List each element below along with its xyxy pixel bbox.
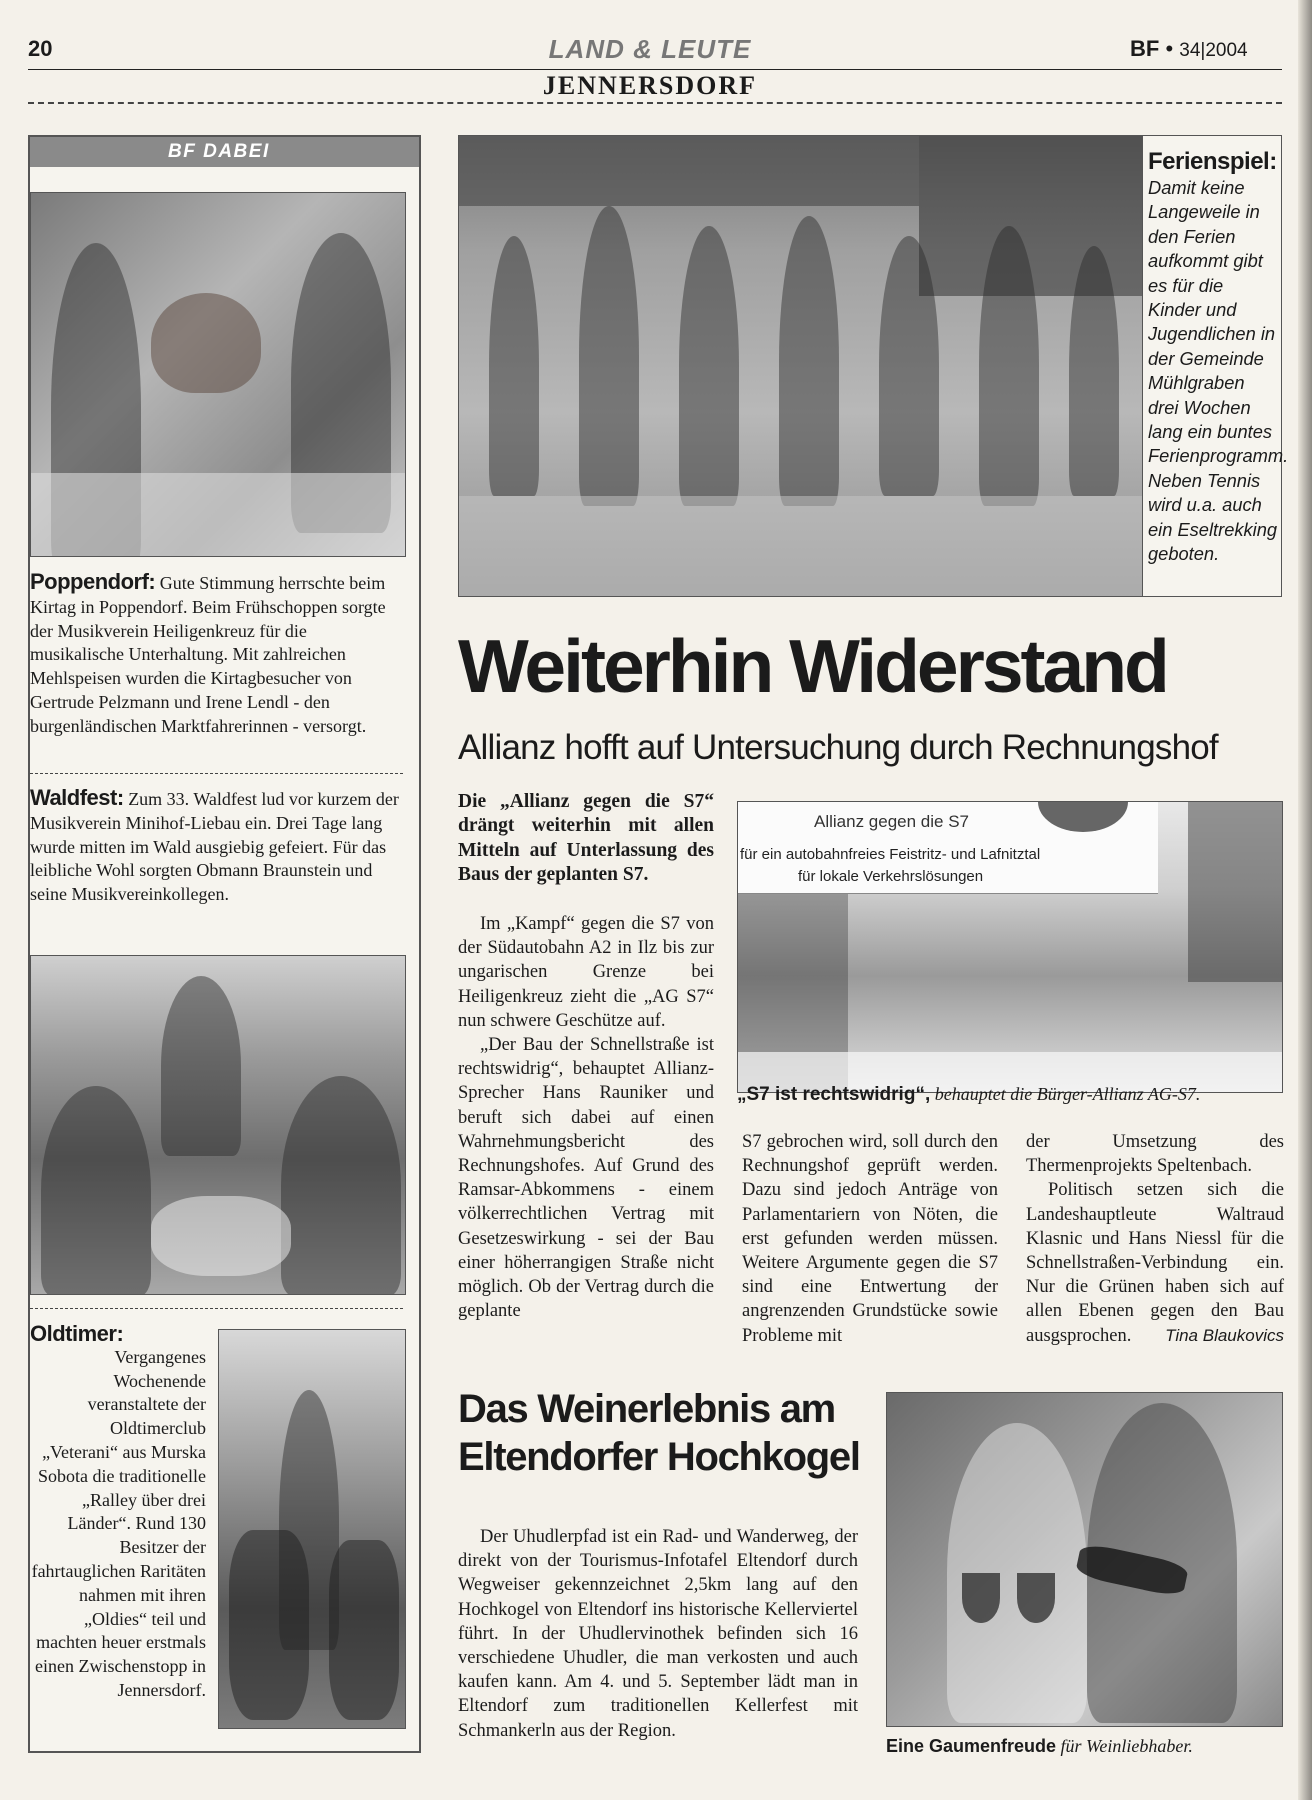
wine-glass-icon-2 bbox=[1017, 1573, 1055, 1623]
page-edge bbox=[1298, 0, 1312, 1800]
allianz-photo-caption bbox=[737, 1084, 1283, 1106]
article1-paragraph1: Im „Kampf“ gegen die S7 von der Südautobahn A2 in Ilz bis zur ungarischen Grenze bei Heiligenkreuz zieht die „AG S7“ nun schwere Geschütze auf. bbox=[458, 914, 714, 1031]
region-title: JENNERSDORF bbox=[542, 71, 758, 100]
s7-logo-icon bbox=[1038, 801, 1128, 832]
motorcycle-icon-2 bbox=[329, 1540, 399, 1720]
section-title: LAND & LEUTE bbox=[548, 34, 752, 64]
article1-column3 bbox=[1026, 1130, 1284, 1348]
oldtimer-caption bbox=[30, 1322, 206, 1703]
article1-paragraph2: „Der Bau der Schnellstraße ist rechtswidrig“, behauptet Allianz-Sprecher Hans Rauniker und beruft sich dabei auf einen Wahrnehmungsbericht des Rechnungshofes. Auf Grund des Ramsar-Abkommens - einem völkerrechtlichen Vertrag mit Gesetzeswirkung - sei der Bau einer höherrangigen Straße nicht möglich. Ob der Vertrag durch die geplante bbox=[458, 1035, 714, 1322]
ferienspiel-caption bbox=[1148, 148, 1289, 567]
tennis-court bbox=[459, 496, 1143, 597]
oldtimer-text: Vergangenes Wochenende veranstaltete der Oldtimerclub „Veterani“ aus Murska Sobota die traditionelle „Ralley über drei Länder“. Rund 130 Besitzer der fahrtauglichen Raritäten nahmen mit ihren „Oldies“ teil und machten heuer erstmals einen Zwischenstopp in Jennersdorf. bbox=[31, 1346, 206, 1700]
article1-headline: Weiterhin Widerstand bbox=[458, 624, 1167, 708]
sidebar-divider-1 bbox=[30, 773, 403, 774]
article1-subheadline: Allianz hofft auf Untersuchung durch Rechnungshof bbox=[458, 728, 1218, 767]
gingerbread-heart-icon bbox=[151, 293, 261, 393]
poppendorf-text: Gute Stimmung herrschte beim Kirtag in Poppendorf. Beim Frühschoppen sorgte der Musikverein Heiligenkreuz für die musikalische Unterhaltung. Mit zahlreichen Mehlspeisen wurden die Kirtagbesucher von Gertrude Pelzmann und Irene Lendl - den burgenländischen Marktfahrerinnen - versorgt. bbox=[30, 573, 386, 736]
page-number: 20 bbox=[28, 36, 53, 61]
wine-glass-icon bbox=[962, 1573, 1000, 1623]
banner-line1: Allianz gegen die S7 bbox=[814, 812, 970, 831]
clubhouse-roof bbox=[459, 136, 919, 206]
door bbox=[1188, 802, 1283, 982]
banner-line2: für ein autobahnfreies Feistritz- und Lafnitztal bbox=[740, 846, 1041, 863]
allianz-caption-bold: „S7 ist rechtswidrig“, bbox=[737, 1084, 931, 1105]
wine-caption-rest: für Weinliebhaber. bbox=[1060, 1736, 1193, 1756]
ferienspiel-text: Damit keine Langeweile in den Ferien aufkommt gibt es für die Kinder und Jugendlichen in der Gemeinde Mühlgraben drei Wochen lang ein buntes Ferienprogramm. Neben Tennis wird u.a. auch ein Eseltrekking geboten. bbox=[1148, 177, 1289, 565]
header-dashed-divider bbox=[28, 102, 1282, 104]
wine-photo bbox=[886, 1392, 1283, 1727]
header-rule bbox=[28, 69, 1282, 70]
oldtimer-lead: Oldtimer: bbox=[30, 1321, 124, 1346]
wine-photo-caption bbox=[886, 1736, 1283, 1757]
allianz-photo bbox=[737, 801, 1283, 1093]
poppendorf-lead: Poppendorf: bbox=[30, 569, 156, 594]
article2-body: Der Uhudlerpfad ist ein Rad- und Wanderweg, der direkt von der Tourismus-Infotafel Eltendorf durch Wegweiser gekennzeichnet 2,5km lang auf den Hochkogel von Eltendorf ins historische Kellerviertel führt. In der Uhudlervinothek befinden sich 16 verschiedene Uhudler, die man verkosten und auch kaufen kann. Am 4. und 5. September lädt man in Eltendorf zum traditionellen Kellerfest mit Schmankerln aus der Region. bbox=[458, 1527, 858, 1741]
wine-caption-bold: Eine Gaumenfreude bbox=[886, 1736, 1057, 1756]
sidebar-divider-2 bbox=[30, 1308, 403, 1309]
sidebar-tag-label: BF DABEI bbox=[168, 141, 270, 162]
beer-table bbox=[151, 1196, 291, 1276]
oldtimer-photo bbox=[218, 1329, 406, 1729]
waldfest-lead: Waldfest: bbox=[30, 785, 124, 810]
article1-column2: S7 gebrochen wird, soll durch den Rechnungshof geprüft werden. Dazu sind jedoch Anträge von Parlamentariern von Nöten, die erst gefunden werden müssen. Weitere Argumente gegen die S7 sind eine Entwertung der angrenzenden Grundstücke sowie Probleme mit bbox=[742, 1132, 998, 1346]
allianz-banner bbox=[738, 802, 1158, 894]
issue-label: 34|2004 bbox=[1179, 40, 1248, 61]
article1-column1 bbox=[458, 912, 714, 1323]
article1-lead: Die „Allianz gegen die S7“ drängt weiterhin mit allen Mitteln auf Unterlassung des Baus der geplanten S7. bbox=[458, 791, 714, 886]
pastry-table bbox=[31, 473, 406, 557]
article1-author: Tina Blaukovics bbox=[1165, 1325, 1284, 1345]
ferienspiel-photo bbox=[458, 135, 1143, 597]
waldfest-text: Zum 33. Waldfest lud vor kurzem der Musikverein Minihof-Liebau ein. Drei Tage lang wurde mitten im Wald ausgiebig gefeiert. Für das leibliche Wohl sorgten Obmann Braunstein und seine Musikvereinkollegen. bbox=[30, 789, 399, 905]
waldfest-photo bbox=[30, 955, 406, 1295]
ferienspiel-lead: Ferienspiel: bbox=[1148, 148, 1277, 175]
banner-line3: für lokale Verkehrslösungen bbox=[798, 868, 984, 885]
article1-col3b-text: Politisch setzen sich die Landeshauptleute Waltraud Klasnic und Hans Niessl für die Schnellstraßen-Verbindung ein. Nur die Grünen haben sich auf allen Ebenen gegen den Bau ausgsprochen. bbox=[1026, 1180, 1284, 1346]
masthead-brand: BF • 34|2004 bbox=[1130, 36, 1248, 61]
article2-headline-line2: Eltendorfer Hochkogel bbox=[458, 1435, 860, 1479]
article2-headline-line1: Das Weinerlebnis am bbox=[458, 1387, 835, 1431]
allianz-caption-rest: behauptet die Bürger-Allianz AG-S7. bbox=[934, 1084, 1201, 1104]
article2-headline bbox=[458, 1385, 878, 1481]
motorcycle-icon bbox=[229, 1530, 309, 1720]
waldfest-caption bbox=[30, 786, 402, 907]
sidebar-tag bbox=[30, 137, 419, 167]
article1-col3-text: der Umsetzung des Thermenprojekts Speltenbach. bbox=[1026, 1132, 1284, 1177]
brand-label: BF bbox=[1130, 36, 1160, 61]
poppendorf-photo bbox=[30, 192, 406, 557]
poppendorf-caption bbox=[30, 570, 402, 739]
